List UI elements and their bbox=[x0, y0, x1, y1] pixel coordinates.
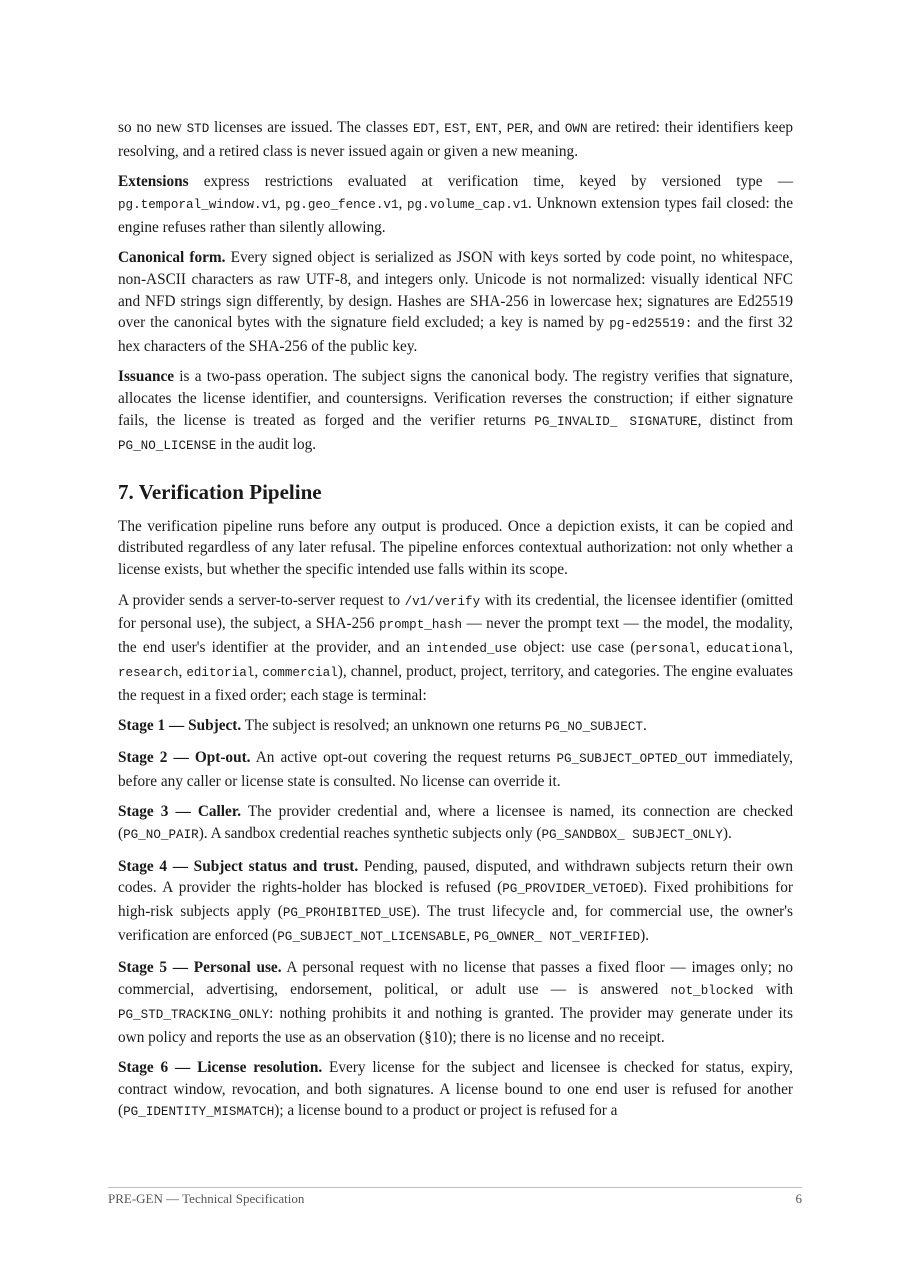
text: with its credential, the licensee identifier (omitted for personal use), the subject, a SHA-256 bbox=[118, 591, 793, 633]
code-span: /v1/verify bbox=[404, 594, 481, 609]
run-in-heading: Canonical form. bbox=[118, 248, 226, 266]
text: Every license for the subject and licensee is checked for status, expiry, contract window, revocation, and both signatures. A license bound to one end user is refused for another ( bbox=[118, 1058, 793, 1120]
stage-label: Stage 3 — Caller. bbox=[118, 803, 242, 821]
text: ). A sandbox credential reaches synthetic subjects only ( bbox=[198, 825, 542, 843]
text: Every signed object is serialized as JSON with keys sorted by code point, no whitespace, non-ASCII characters as raw UTF-8, and integers only. Unicode is not normalized: visually identical NFC and NFD strings sign differently, by design. Hashes are SHA-256 in lowercase hex; signatures are Ed25519 over the canonical bytes with the signature field excluded; a key is named by bbox=[118, 248, 793, 332]
code-span: OWN bbox=[564, 122, 588, 136]
text: , bbox=[789, 639, 793, 657]
stage-label: Stage 6 — License resolution. bbox=[118, 1058, 323, 1076]
stage-6-license-resolution bbox=[118, 1057, 793, 1124]
code-span: prompt_hash bbox=[378, 618, 463, 633]
code-span: PG_NO_LICENSE bbox=[118, 438, 217, 453]
text: ); a license bound to a product or project is refused for a bbox=[274, 1102, 618, 1120]
footer-title: PRE-GEN — Technical Specification bbox=[108, 1191, 305, 1206]
code-span: PG_OWNER_ NOT_VERIFIED bbox=[473, 929, 641, 944]
paragraph-class-retirement bbox=[118, 117, 793, 163]
text: , bbox=[466, 119, 476, 136]
text: with bbox=[753, 981, 793, 998]
section-heading: 7. Verification Pipeline bbox=[118, 479, 322, 504]
stage-label: Stage 4 — Subject status and trust. bbox=[118, 857, 359, 875]
text: express restrictions evaluated at verification time, keyed by versioned type — bbox=[188, 173, 793, 191]
code-span: STD bbox=[186, 122, 210, 136]
document-body bbox=[118, 117, 793, 1133]
text: ), channel, product, project, territory, and categories. The engine evaluates the request in a fixed order; each stage is terminal: bbox=[118, 662, 794, 704]
paragraph-verify-request bbox=[118, 590, 793, 707]
paragraph-issuance bbox=[118, 366, 793, 457]
code-span: PG_INVALID_ SIGNATURE bbox=[534, 415, 698, 430]
code-span: pg-ed25519: bbox=[609, 317, 693, 332]
page-number: 6 bbox=[795, 1191, 802, 1206]
code-span: pg.geo_fence.v1 bbox=[285, 197, 399, 212]
paragraph-extensions bbox=[118, 171, 793, 238]
code-span: PG_SUBJECT_NOT_LICENSABLE bbox=[277, 929, 467, 944]
code-span: PG_PROHIBITED_USE bbox=[282, 906, 412, 921]
run-in-heading: Extensions bbox=[118, 173, 189, 191]
stage-3-caller bbox=[118, 801, 793, 847]
text: — never the prompt text — the model, the modality, the end user's identifier at the provider, and an bbox=[118, 615, 793, 657]
text: , bbox=[254, 662, 263, 680]
text: ). The trust lifecycle and, for commercial use, the owner's verification are enforced ( bbox=[118, 903, 793, 944]
text: , bbox=[498, 119, 507, 136]
code-span: PG_NO_SUBJECT bbox=[544, 720, 643, 735]
code-span: PER bbox=[506, 122, 530, 136]
code-span: personal bbox=[635, 642, 696, 657]
text: , and bbox=[529, 119, 565, 136]
code-span: PG_PROVIDER_VETOED bbox=[502, 882, 639, 897]
code-span: PG_SUBJECT_OPTED_OUT bbox=[556, 752, 708, 767]
footer-divider bbox=[108, 1187, 802, 1188]
text: The subject is resolved; an unknown one returns bbox=[241, 717, 545, 735]
paragraph-canonical-form bbox=[118, 247, 793, 358]
code-span: EST bbox=[444, 122, 467, 136]
text: The provider credential and, where a licensee is named, its connection are checked ( bbox=[118, 803, 793, 843]
run-in-heading: Issuance bbox=[118, 368, 175, 386]
text: so no new bbox=[118, 119, 187, 136]
text: in the audit log. bbox=[216, 435, 317, 453]
code-span: PG_STD_TRACKING_ONLY bbox=[118, 1007, 270, 1022]
text: . Unknown extension types fail closed: the engine refuses rather than silently allowing. bbox=[118, 194, 793, 236]
code-span: intended_use bbox=[426, 642, 518, 657]
code-span: research bbox=[118, 665, 179, 680]
code-span: ENT bbox=[475, 122, 499, 136]
code-span: not_blocked bbox=[670, 984, 754, 998]
code-span: pg.temporal_window.v1 bbox=[118, 197, 277, 212]
text: A personal request with no license that passes a fixed floor — images only; no commercial, advertising, endorsement, political, or adult use — is answered bbox=[118, 959, 794, 998]
code-span: educational bbox=[706, 642, 790, 657]
text: , bbox=[276, 194, 286, 212]
text: ). bbox=[722, 825, 732, 843]
code-span: PG_SANDBOX_ SUBJECT_ONLY bbox=[541, 828, 723, 843]
code-span: PG_IDENTITY_MISMATCH bbox=[123, 1105, 275, 1120]
text: and the first 32 hex characters of the SHA-256 of the public key. bbox=[118, 314, 793, 356]
text: , bbox=[466, 926, 474, 944]
code-span: PG_NO_PAIR bbox=[123, 828, 199, 843]
stage-label: Stage 5 — Personal use. bbox=[118, 959, 282, 977]
text: immediately, before any caller or license state is consulted. No license can override it. bbox=[118, 749, 793, 791]
text: ). Fixed prohibitions for high-risk subjects apply ( bbox=[118, 879, 793, 921]
text: An active opt-out covering the request returns bbox=[250, 749, 557, 767]
text: , bbox=[178, 662, 187, 680]
code-span: editorial bbox=[186, 665, 255, 680]
text: object: use case ( bbox=[517, 639, 636, 657]
stage-1-subject bbox=[118, 715, 793, 739]
stage-label: Stage 1 — Subject. bbox=[118, 717, 242, 735]
text: , bbox=[695, 639, 707, 657]
text: , distinct from bbox=[697, 412, 793, 430]
text: . bbox=[642, 717, 647, 735]
stage-label: Stage 2 — Opt-out. bbox=[118, 749, 251, 767]
code-span: EDT bbox=[412, 122, 436, 136]
text: ). bbox=[640, 926, 650, 944]
stage-2-opt-out bbox=[118, 747, 793, 793]
text: , bbox=[398, 194, 407, 212]
text: A provider sends a server-to-server request to bbox=[118, 591, 405, 609]
text: are retired: their identifiers keep resolving, and a retired class is never issued again or given a new meaning. bbox=[118, 119, 794, 160]
text: : nothing prohibits it and nothing is granted. The provider may generate under its own policy and reports the use as an observation (§10); there is no license and no receipt. bbox=[118, 1004, 793, 1046]
page-footer bbox=[108, 1191, 802, 1207]
code-span: commercial bbox=[262, 665, 338, 680]
text: , bbox=[435, 119, 445, 136]
text: Pending, paused, disputed, and withdrawn subjects return their own codes. A provider the rights-holder has blocked is refused ( bbox=[118, 857, 793, 897]
code-span: pg.volume_cap.v1 bbox=[406, 197, 528, 212]
text: is a two-pass operation. The subject signs the canonical body. The registry verifies that signature, allocates the license identifier, and countersigns. Verification reverses the construction; if either signature fails, the license is treated as forged and the verifier returns bbox=[118, 368, 793, 430]
stage-5-personal-use bbox=[118, 957, 793, 1048]
text: licenses are issued. The classes bbox=[209, 119, 413, 136]
paragraph-pipeline-intro: The verification pipeline runs before any output is produced. Once a depiction exists, it can be copied and distributed regardless of any later refusal. The pipeline enforces contextual authorization: not only whether a license exists, but whether the specific intended use falls within its scope. bbox=[118, 517, 793, 579]
stage-4-subject-status bbox=[118, 856, 793, 949]
